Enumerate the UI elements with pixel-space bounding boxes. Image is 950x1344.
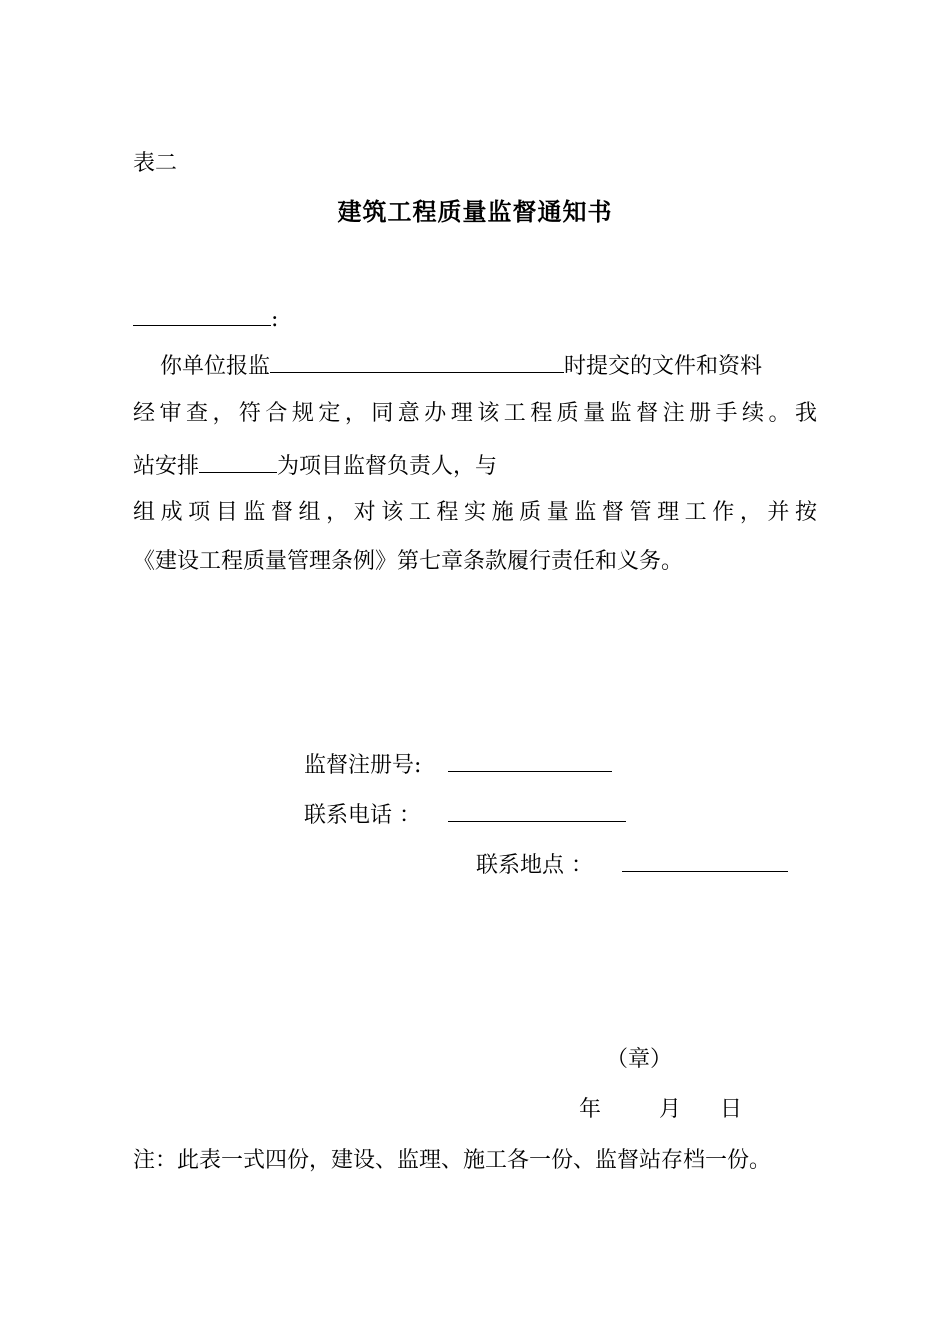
body-line-1-end: 时提交的文件和资料 — [564, 354, 763, 379]
phone-blank[interactable] — [448, 801, 626, 822]
reg-no-label: 监督注册号: — [304, 753, 422, 778]
address-blank[interactable] — [622, 851, 788, 872]
date-year: 年 — [579, 1097, 602, 1122]
body-line-3-end: 为项目监督负责人，与 — [277, 454, 498, 479]
seal-mark: （章） — [606, 1047, 673, 1072]
addressee-blank[interactable] — [133, 305, 271, 326]
addressee-colon: : — [271, 307, 279, 332]
report-item-blank[interactable] — [270, 352, 564, 373]
document-title: 建筑工程质量监督通知书 — [337, 197, 613, 226]
body-line-1-start: 你单位报监 — [160, 354, 271, 379]
addressee-line — [133, 305, 278, 332]
address-label: 联系地点 ： — [476, 853, 593, 878]
body-line-4 — [133, 501, 817, 525]
body-line-3-start: 站安排 — [133, 454, 200, 479]
body-line-2 — [133, 402, 817, 426]
body-line-3 — [133, 452, 497, 479]
body-line-5: 《建设工程质量管理条例》第七章条款履行责任和义务。 — [133, 549, 684, 574]
body-line-4-text: 组成项目监督组，对该工程实施质量监督管理工作，并按 — [133, 500, 817, 525]
date-month: 月 — [659, 1097, 682, 1122]
reg-no-row — [304, 751, 612, 778]
date-day: 日 — [720, 1097, 743, 1122]
address-row — [476, 851, 788, 878]
supervisor-blank[interactable] — [199, 452, 277, 473]
body-line-1 — [160, 352, 762, 379]
form-number: 表二 — [133, 151, 178, 176]
phone-label: 联系电话 ： — [304, 803, 421, 828]
body-line-2-text: 经审查，符合规定，同意办理该工程质量监督注册手续。我 — [133, 401, 817, 426]
footnote: 注：此表一式四份，建设、监理、施工各一份、监督站存档一份。 — [133, 1148, 772, 1173]
reg-no-blank[interactable] — [448, 751, 612, 772]
phone-row — [304, 801, 626, 828]
